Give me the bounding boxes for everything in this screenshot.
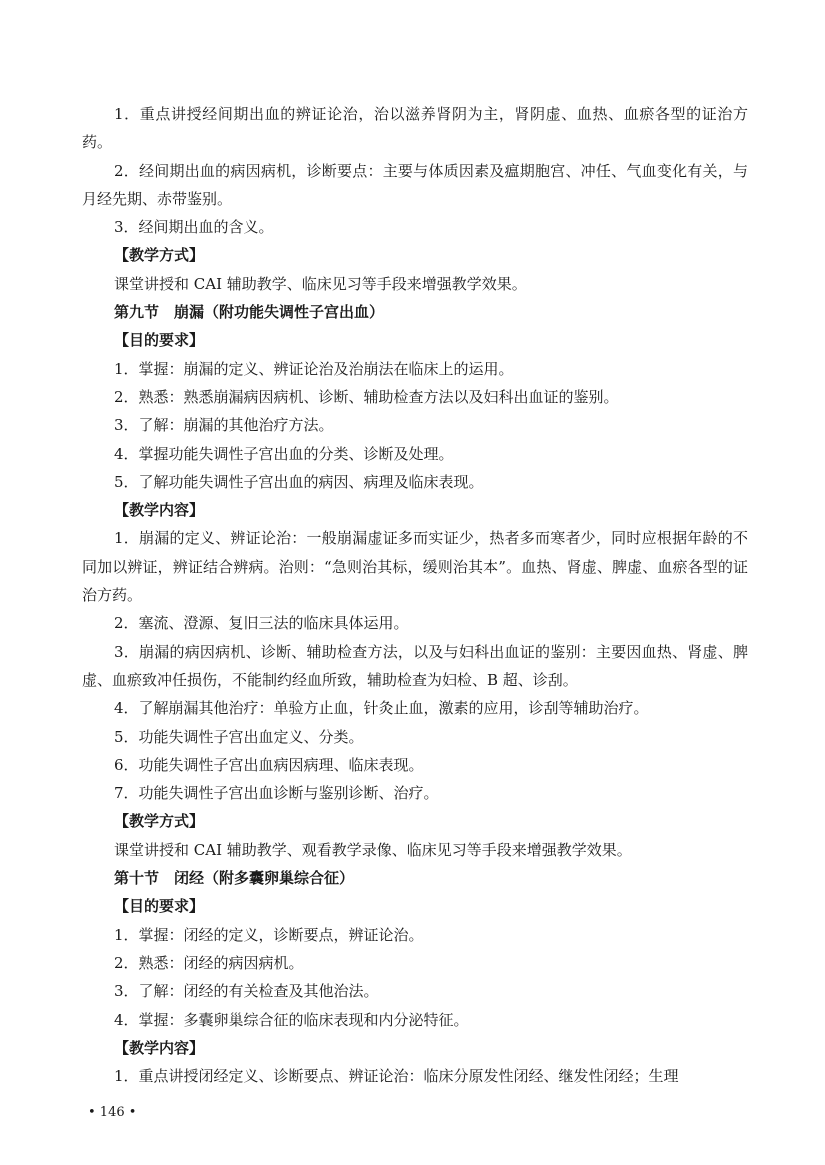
page-number: • 146 •	[88, 1105, 137, 1120]
body-paragraph: 3．了解：闭经的有关检查及其他治法。	[114, 982, 379, 1001]
document-body	[82, 100, 748, 1090]
body-paragraph: 4．了解崩漏其他治疗：单验方止血，针灸止血，激素的应用，诊刮等辅助治疗。	[114, 699, 649, 718]
body-paragraph: 2．经间期出血的病因病机，诊断要点：主要与体质因素及瘟期胞宫、冲任、气血变化有关，与月经先期、赤带鉴别。	[82, 161, 748, 208]
body-paragraph: 7．功能失调性子宫出血诊断与鉴别诊断、治疗。	[114, 784, 439, 803]
body-paragraph: 课堂讲授和 CAI 辅助教学、观看教学录像、临床见习等手段来增强教学效果。	[114, 840, 632, 859]
section-heading: 【教学内容】	[114, 1038, 205, 1057]
body-paragraph: 1．掌握：闭经的定义，诊断要点，辨证论治。	[114, 925, 424, 944]
body-paragraph: 4．掌握功能失调性子宫出血的分类、诊断及处理。	[114, 444, 454, 463]
body-paragraph: 5．了解功能失调性子宫出血的病因、病理及临床表现。	[114, 472, 484, 491]
body-paragraph: 3．经间期出血的含义。	[114, 218, 274, 237]
section-heading: 【目的要求】	[114, 897, 205, 916]
body-paragraph: 1．崩漏的定义、辨证论治：一般崩漏虚证多而实证少，热者多而寒者少，同时应根据年龄的不同加以辨证，辨证结合辨病。治则：“急则治其标，缓则治其本”。血热、肾虚、脾虚、血瘀各型的证治方药。	[82, 529, 748, 605]
body-paragraph: 3．崩漏的病因病机、诊断、辅助检查方法，以及与妇科出血证的鉴别：主要因血热、肾虚、脾虚、血瘀致冲任损伤，不能制约经血所致，辅助检查为妇检、B 超、诊刮。	[82, 642, 748, 689]
section-heading: 【教学方式】	[114, 812, 205, 831]
body-paragraph: 5．功能失调性子宫出血定义、分类。	[114, 727, 364, 746]
section-heading: 【教学方式】	[114, 246, 205, 265]
body-paragraph: 2．熟悉：熟悉崩漏病因病机、诊断、辅助检查方法以及妇科出血证的鉴别。	[114, 387, 619, 406]
body-paragraph: 1．重点讲授闭经定义、诊断要点、辨证论治：临床分原发性闭经、继发性闭经；生理	[114, 1067, 679, 1086]
body-paragraph: 课堂讲授和 CAI 辅助教学、临床见习等手段来增强教学效果。	[114, 274, 527, 293]
body-paragraph: 2．塞流、澄源、复旧三法的临床具体运用。	[114, 614, 409, 633]
section-heading: 【教学内容】	[114, 501, 205, 520]
section-heading: 【目的要求】	[114, 331, 205, 350]
body-paragraph: 6．功能失调性子宫出血病因病理、临床表现。	[114, 755, 424, 774]
body-paragraph: 1．重点讲授经间期出血的辨证论治，治以滋养肾阴为主，肾阴虚、血热、血瘀各型的证治方药。	[82, 105, 748, 152]
body-paragraph: 3．了解：崩漏的其他治疗方法。	[114, 416, 334, 435]
body-paragraph: 4．掌握：多囊卵巢综合征的临床表现和内分泌特征。	[114, 1010, 469, 1029]
body-paragraph: 1．掌握：崩漏的定义、辨证论治及治崩法在临床上的运用。	[114, 359, 514, 378]
section-heading: 第十节 闭经（附多囊卵巢综合征）	[114, 869, 355, 888]
section-heading: 第九节 崩漏（附功能失调性子宫出血）	[114, 303, 385, 322]
body-paragraph: 2．熟悉：闭经的病因病机。	[114, 953, 304, 972]
